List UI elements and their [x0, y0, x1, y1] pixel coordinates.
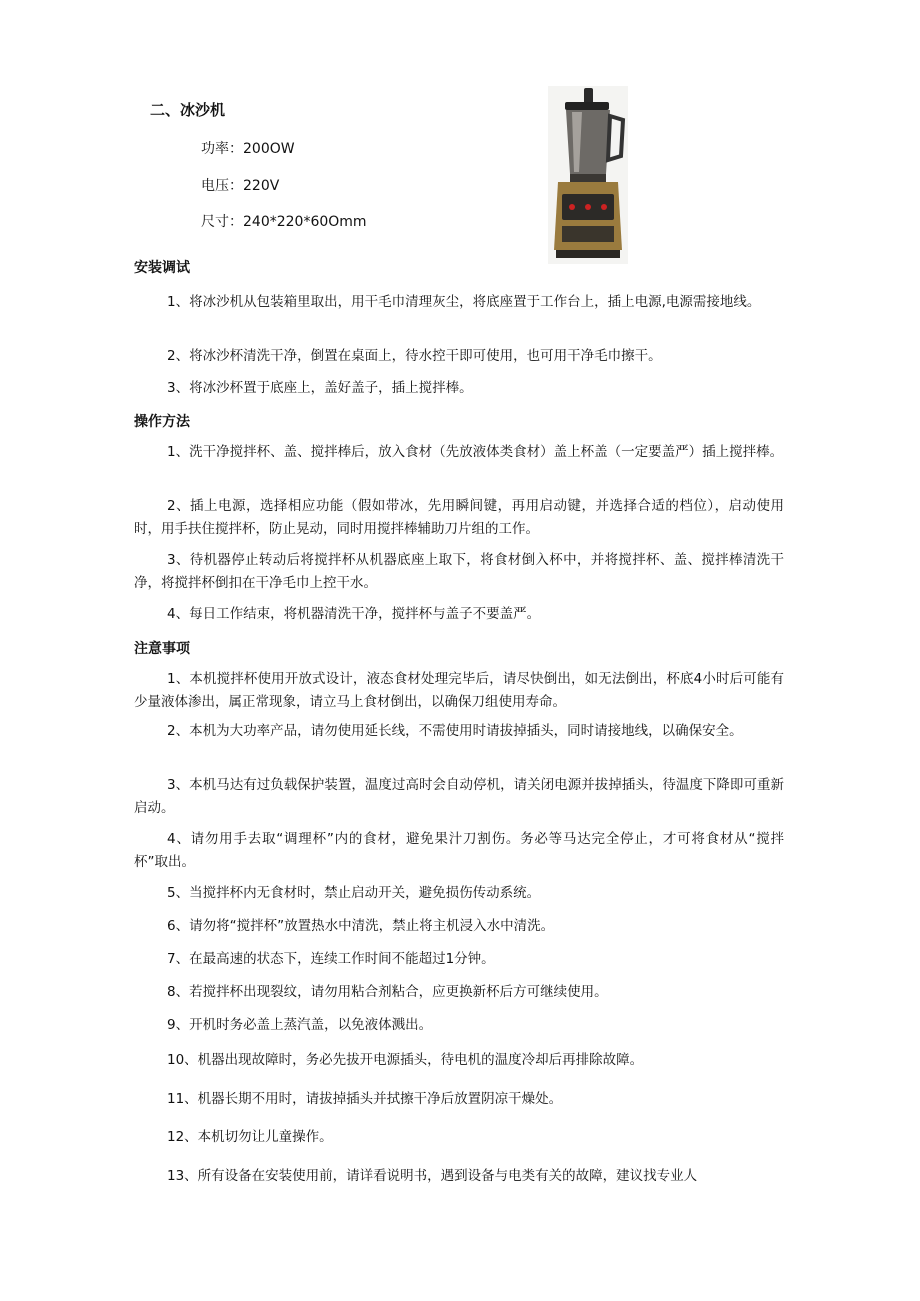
list-item: 9、开机时务必盖上蒸汽盖，以免液体溅出。 — [167, 1017, 433, 1033]
section-heading-install: 安装调试 — [134, 260, 190, 276]
list-item: 3、本机马达有过负载保护装置，温度过高时会自动停机，请关闭电源并拔掉插头，待温度下降即可重新启动。 — [134, 777, 784, 816]
list-item: 4、每日工作结束，将机器清洗干净，搅拌杯与盖子不要盖严。 — [167, 606, 541, 622]
section-heading-operation: 操作方法 — [134, 414, 190, 430]
list-item: 2、将冰沙杯清洗干净，倒置在桌面上，待水控干即可使用，也可用干净毛巾擦干。 — [167, 348, 662, 364]
list-item: 8、若搅拌杯出现裂纹，请勿用粘合剂粘合，应更换新杯后方可继续使用。 — [167, 984, 608, 1000]
list-item: 6、请勿将“搅拌杯”放置热水中清洗，禁止将主机浸入水中清洗。 — [167, 918, 555, 934]
list-item: 2、本机为大功率产品，请勿使用延长线，不需使用时请拔掉插头，同时请接地线，以确保安全。 — [167, 723, 743, 739]
list-item: 3、将冰沙杯置于底座上，盖好盖子，插上搅拌棒。 — [167, 380, 473, 396]
list-item: 13、所有设备在安装使用前，请详看说明书，遇到设备与电类有关的故障，建议找专业人 — [167, 1168, 698, 1184]
list-item: 3、待机器停止转动后将搅拌杯从机器底座上取下，将食材倒入杯中，并将搅拌杯、盖、搅拌棒清洗干净，将搅拌杯倒扣在干净毛巾上控干水。 — [134, 552, 784, 591]
list-item: 11、机器长期不用时，请拔掉插头并拭擦干净后放置阴凉干燥处。 — [167, 1091, 563, 1107]
spec-power: 功率：200OW — [201, 141, 295, 157]
list-item: 7、在最高速的状态下，连续工作时间不能超过1分钟。 — [167, 951, 495, 967]
blender-product-image — [548, 86, 628, 264]
list-item: 4、请勿用手去取“调理杯”内的食材，避免果汁刀割伤。务必等马达完全停止，才可将食材从“搅拌杯”取出。 — [134, 831, 784, 870]
list-item: 10、机器出现故障时，务必先拔开电源插头，待电机的温度冷却后再排除故障。 — [167, 1052, 644, 1068]
section-heading-notes: 注意事项 — [134, 641, 190, 657]
list-item: 12、本机切勿让儿童操作。 — [167, 1129, 333, 1145]
product-title: 二、冰沙机 — [150, 101, 226, 119]
spec-voltage: 电压：220V — [201, 178, 280, 194]
list-item: 2、插上电源，选择相应功能（假如带冰，先用瞬间键，再用启动键，并选择合适的档位），启动使用时，用手扶住搅拌杯，防止晃动，同时用搅拌棒辅助刀片组的工作。 — [134, 498, 784, 537]
list-item: 5、当搅拌杯内无食材时，禁止启动开关，避免损伤传动系统。 — [167, 885, 541, 901]
spec-size: 尺寸：240*220*60Omm — [201, 214, 367, 230]
list-item: 1、将冰沙机从包装箱里取出，用干毛巾清理灰尘，将底座置于工作台上，插上电源,电源需接地线。 — [167, 294, 761, 310]
list-item: 1、洗干净搅拌杯、盖、搅拌棒后，放入食材（先放液体类食材）盖上杯盖（一定要盖严）插上搅拌棒。 — [167, 444, 784, 460]
list-item: 1、本机搅拌杯使用开放式设计，液态食材处理完毕后，请尽快倒出，如无法倒出，杯底4小时后可能有少量液体渗出，属正常现象，请立马上食材倒出，以确保刀组使用寿命。 — [134, 671, 784, 710]
